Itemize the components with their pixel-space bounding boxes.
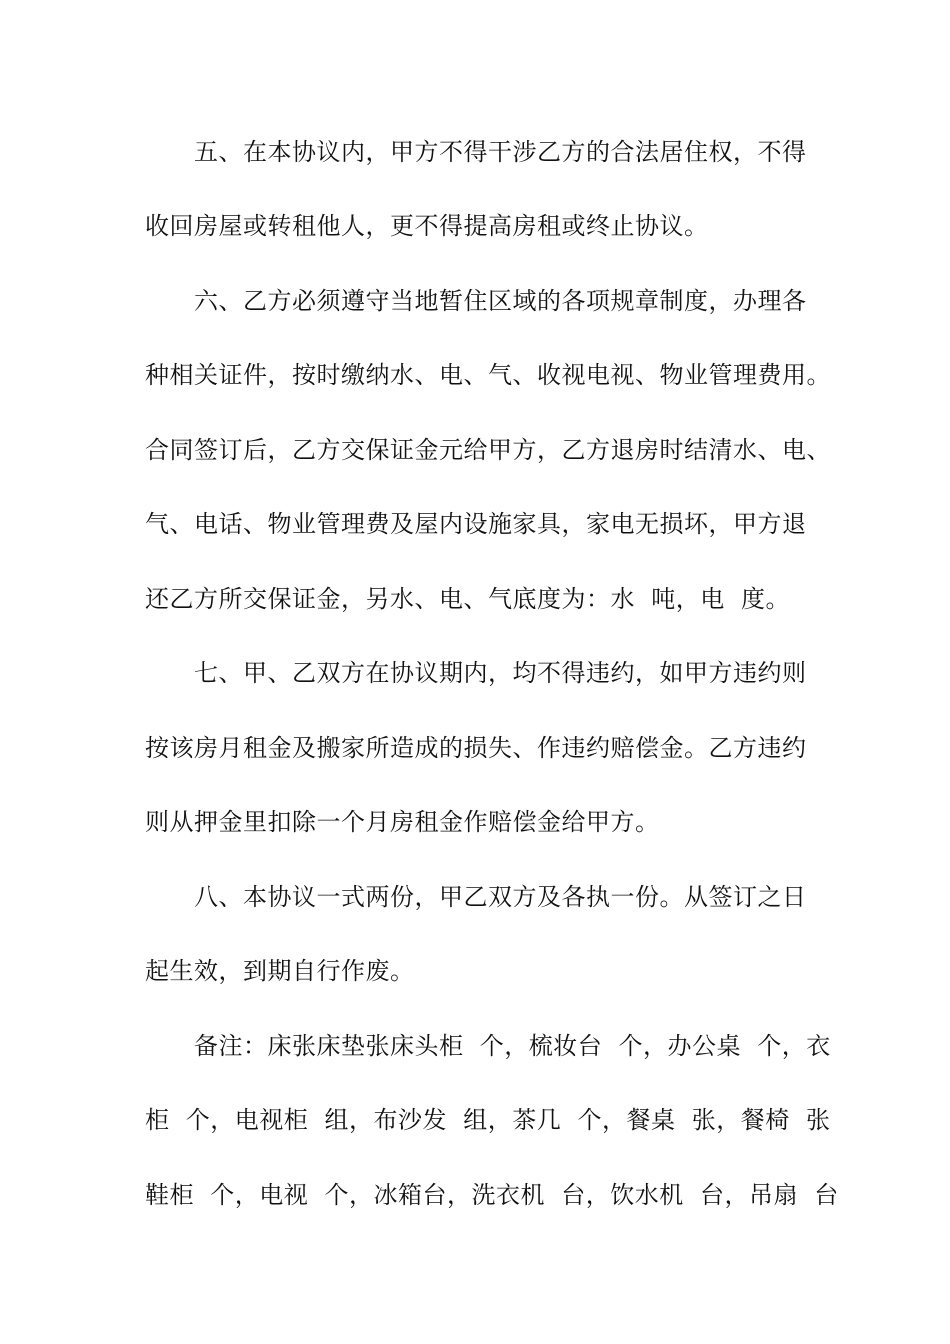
clause-6-line-1: 六、乙方必须遵守当地暂住区域的各项规章制度，办理各 [145, 287, 807, 315]
clause-6-line-4: 气、电话、物业管理费及屋内设施家具，家电无损坏，甲方退 [145, 510, 807, 538]
clause-7-line-1: 七、甲、乙双方在协议期内，均不得违约，如甲方违约则 [145, 659, 807, 687]
clause-6-line-3: 合同签订后，乙方交保证金元给甲方，乙方退房时结清水、电、 [145, 436, 831, 464]
remarks-line-3: 鞋柜 个，电视 个，冰箱台，洗衣机 台，饮水机 台，吊扇 台 [145, 1181, 839, 1209]
remarks-line-1: 备注：床张床垫张床头柜 个，梳妆台 个，办公桌 个，衣 [145, 1032, 831, 1060]
clause-7-line-2: 按该房月租金及搬家所造成的损失、作违约赔偿金。乙方违约 [145, 734, 807, 762]
clause-5-line-1: 五、在本协议内，甲方不得干涉乙方的合法居住权，不得 [145, 138, 807, 166]
remarks-line-2: 柜 个，电视柜 组，布沙发 组，茶几 个，餐桌 张，餐椅 张 [145, 1106, 831, 1134]
clause-6-line-5: 还乙方所交保证金，另水、电、气底度为：水 吨，电 度。 [145, 585, 791, 613]
clause-5-line-2: 收回房屋或转租他人，更不得提高房租或终止协议。 [145, 212, 709, 240]
clause-8-line-1: 八、本协议一式两份，甲乙双方及各执一份。从签订之日 [145, 883, 807, 911]
clause-8-line-2: 起生效，到期自行作废。 [145, 957, 415, 985]
clause-6-line-2: 种相关证件，按时缴纳水、电、气、收视电视、物业管理费用。 [145, 361, 831, 389]
clause-7-line-3: 则从押金里扣除一个月房租金作赔偿金给甲方。 [145, 808, 660, 836]
